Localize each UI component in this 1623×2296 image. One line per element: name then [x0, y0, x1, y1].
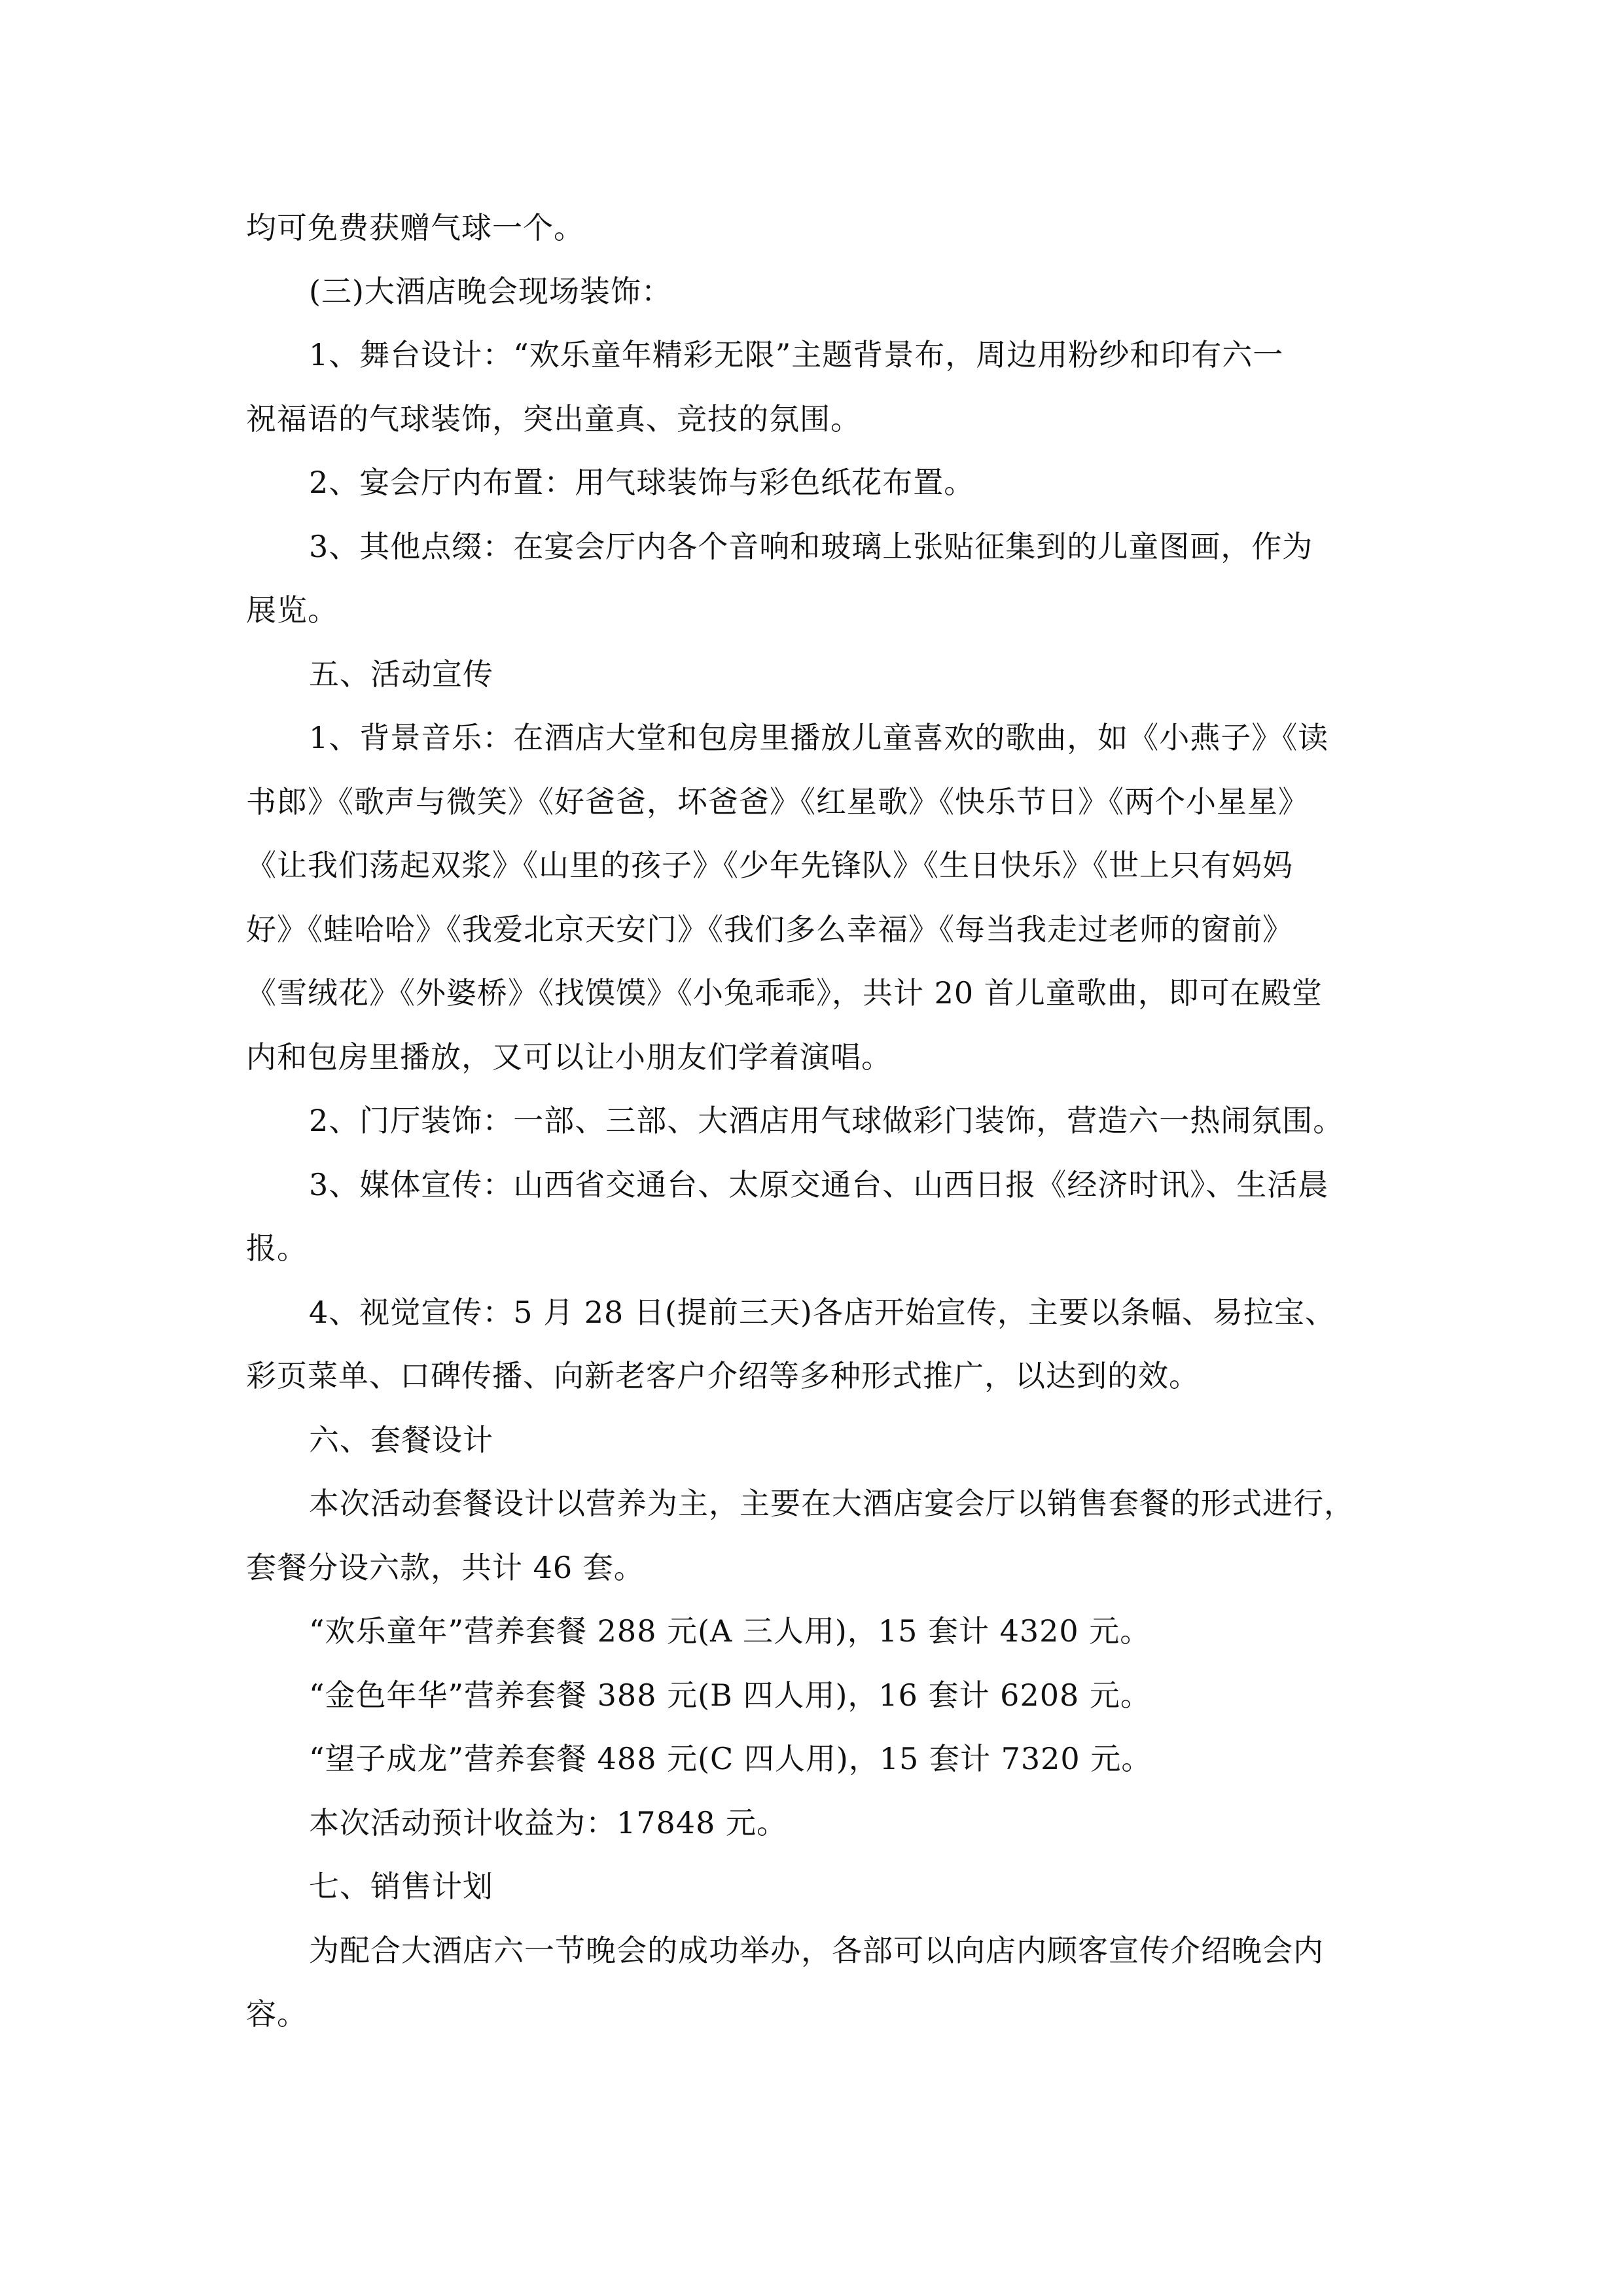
section-heading: 五、活动宣传	[309, 656, 493, 692]
text-line: 《让我们荡起双浆》《山里的孩子》《少年先锋队》《生日快乐》《世上只有妈妈	[246, 848, 1293, 883]
text-line: 好》《蛙哈哈》《我爱北京天安门》《我们多么幸福》《每当我走过老师的窗前》	[246, 912, 1293, 947]
package-line: “望子成龙”营养套餐 488 元(C 四人用)，15 套计 7320 元。	[309, 1741, 1152, 1776]
text-line: 书郎》《歌声与微笑》《好爸爸，坏爸爸》《红星歌》《快乐节日》《两个小星星》	[246, 784, 1309, 819]
package-line: “金色年华”营养套餐 388 元(B 四人用)，16 套计 6208 元。	[309, 1677, 1151, 1713]
text-line: 本次活动套餐设计以营养为主，主要在大酒店宴会厅以销售套餐的形式进行，	[309, 1486, 1355, 1521]
text-line: 内和包房里播放，又可以让小朋友们学着演唱。	[246, 1039, 892, 1075]
text-line: 容。	[246, 1996, 308, 2032]
text-line: 3、媒体宣传：山西省交通台、太原交通台、山西日报《经济时讯》、生活晨	[309, 1167, 1329, 1202]
text-line: 本次活动预计收益为：17848 元。	[309, 1805, 787, 1840]
text-line: 展览。	[246, 592, 338, 628]
text-line: 均可免费获赠气球一个。	[246, 210, 584, 245]
text-line: 祝福语的气球装饰，突出童真、竞技的氛围。	[246, 401, 861, 437]
text-line: 2、门厅装饰：一部、三部、大酒店用气球做彩门装饰，营造六一热闹氛围。	[309, 1103, 1344, 1138]
section-heading: 七、销售计划	[309, 1869, 493, 1904]
text-line: 1、舞台设计：“欢乐童年精彩无限”主题背景布，周边用粉纱和印有六一	[309, 337, 1284, 372]
text-line: 套餐分设六款，共计 46 套。	[246, 1550, 645, 1585]
text-line: 1、背景音乐：在酒店大堂和包房里播放儿童喜欢的歌曲，如《小燕子》《读	[309, 720, 1329, 755]
text-line: 2、宴会厅内布置：用气球装饰与彩色纸花布置。	[309, 465, 975, 500]
text-line: 为配合大酒店六一节晚会的成功举办，各部可以向店内顾客宣传介绍晚会内	[309, 1933, 1324, 1968]
text-line: 彩页菜单、口碑传播、向新老客户介绍等多种形式推广，以达到的效。	[246, 1358, 1200, 1393]
text-line: 报。	[246, 1230, 308, 1266]
package-line: “欢乐童年”营养套餐 288 元(A 三人用)，15 套计 4320 元。	[309, 1613, 1151, 1649]
text-line: 4、视觉宣传：5 月 28 日(提前三天)各店开始宣传，主要以条幅、易拉宝、	[309, 1295, 1336, 1330]
section-heading: (三)大酒店晚会现场装饰：	[309, 274, 672, 309]
text-line: 3、其他点缀：在宴会厅内各个音响和玻璃上张贴征集到的儿童图画，作为	[309, 529, 1313, 564]
text-line: 《雪绒花》《外婆桥》《找馍馍》《小兔乖乖》，共计 20 首儿童歌曲，即可在殿堂	[246, 975, 1323, 1011]
section-heading: 六、套餐设计	[309, 1422, 493, 1458]
